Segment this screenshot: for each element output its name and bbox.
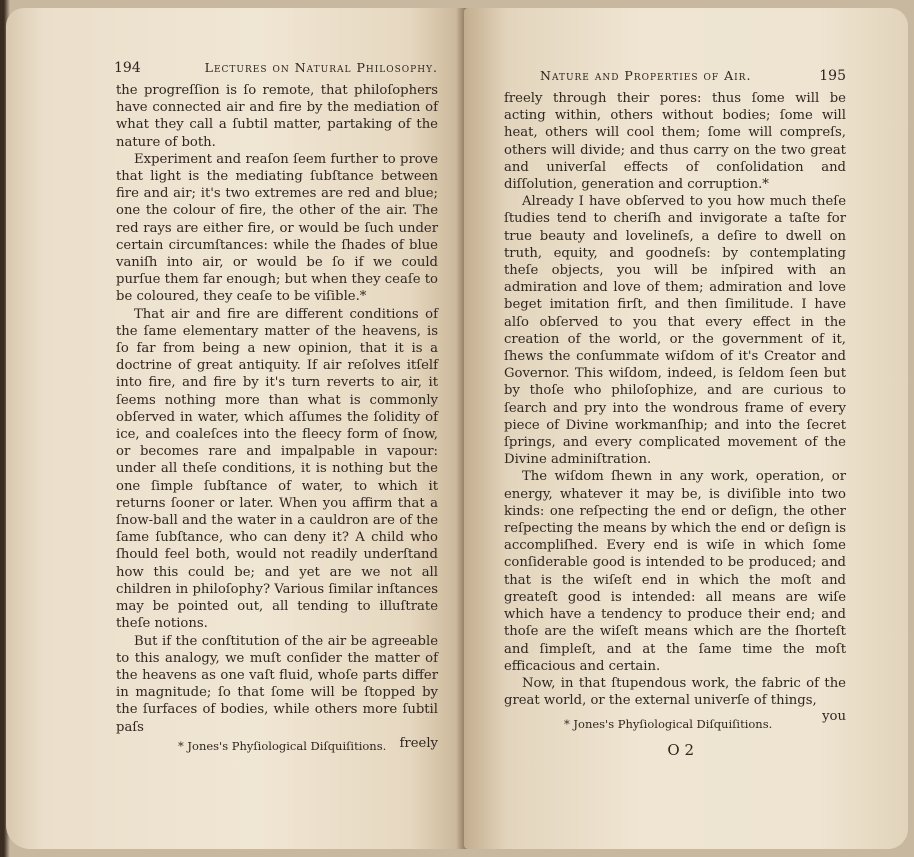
running-head: Nature and Properties of Air. (540, 68, 752, 83)
left-page-body (116, 82, 438, 752)
paragraph: the progreſſion is ſo remote, that philoſophers have connected air and fire by the mediation of what they call a ſubtil matter, partaking of the nature of both. (116, 83, 438, 150)
left-page-header (114, 60, 438, 76)
page-number: 195 (819, 68, 846, 84)
paragraph: Now, in that ſtupendous work, the fabric of the great world, or the external univerſe of things, (504, 675, 846, 709)
page-number: 194 (114, 60, 141, 76)
paragraph: freely through their pores: thus ſome will be acting within, others without bodies; ſome will heat, others will cool them; ſome will compreſs, others will divide; and thus carry on the two great and univerſal effects of conſolidation and diſſolution, generation and corruption.* (504, 91, 846, 193)
paragraph: But if the conſtitution of the air be agreeable to this analogy, we muſt conſider the matter of the heavens as one vaſt fluid, whoſe parts differ in magnitude; ſo that ſome will be ſtopped by the ſurfaces of bodies, while others more ſubtil paſs (116, 633, 438, 735)
paragraph: Experiment and reaſon ſeem further to prove that light is the mediating ſubſtance between fire and air; it's two extremes are red and blue; one the colour of fire, the other of the air. The red rays are either fire, or would be ſuch under certain circumſtances: while the ſhades of blue vaniſh into air, or would be ſo if we could purſue them far enough; but when they ceaſe to be coloured, they ceaſe to be viſible.* (116, 151, 438, 305)
paragraph: That air and fire are different conditions of the ſame elementary matter of the heavens, is ſo far from being a new opinion, that it is a doctrine of great antiquity. If air reſolves itſelf into fire, and fire by it's turn reverts to air, it ſeems nothing more than what is commonly obſerved in water, which aſſumes the ſolidity of ice, and coaleſces into the fleecy form of ſnow, or becomes rare and impalpable in vapour: under all theſe conditions, it is nothing but the one ſimple ſubſtance of water, to which it returns ſooner or later. When you affirm that a ſnow-ball and the water in a cauldron are of the ſame ſubſtance, who can deny it? A child who ſhould feel both, would not readily underſtand how this could be; and yet are we not all children in philoſophy? Various ſimilar inſtances may be pointed out, all tending to illuſtrate theſe notions. (116, 306, 438, 632)
right-page (464, 8, 908, 849)
footnote: * Jones's Phyſiological Diſquiſitions. (564, 717, 773, 731)
catchword: freely (399, 735, 438, 751)
running-head: Lectures on Natural Philosophy. (204, 60, 438, 75)
paragraph: The wiſdom ſhewn in any work, operation, or energy, whatever it may be, is diviſible into two kinds: one reſpecting the end or deſign, the other reſpecting the means by which the end or deſign is accompliſhed. Every end is wiſe in which ſome conſiderable good is intended to be produced; and that is the wiſeſt end in which the moſt and greateſt good is intended: all means are wiſe which have a tendency to produce their end; and thoſe are the wiſeſt means which are the ſhorteſt and ſimpleſt, and at the ſame time the moſt efficacious and certain. (504, 469, 846, 674)
left-page (6, 8, 464, 849)
paragraph: Already I have obſerved to you how much theſe ſtudies tend to cheriſh and invigorate a taſte for true beauty and lovelineſs, a deſire to dwell on truth, equity, and goodneſs: by contemplating theſe objects, you will be inſpired with an admiration and love of them; admiration and love beget imitation firſt, and then ſimilitude. I have alſo obſerved to you that every effect in the creation of the world, or the government of it, ſhews the conſummate wiſdom of it's Creator and Governor. This wiſdom, indeed, is ſeldom ſeen but by thoſe who philoſophize, and are curious to ſearch and pry into the wondrous frame of every piece of Divine workmanſhip; and into the ſecret ſprings, and every complicated movement of the Divine adminiſtration. (504, 194, 846, 468)
footnote: * Jones's Phyſiological Diſquiſitions. (178, 739, 387, 753)
right-page-body (504, 90, 846, 725)
catchword: you (822, 709, 846, 725)
right-page-header (504, 68, 846, 84)
signature-mark: O 2 (667, 741, 694, 759)
